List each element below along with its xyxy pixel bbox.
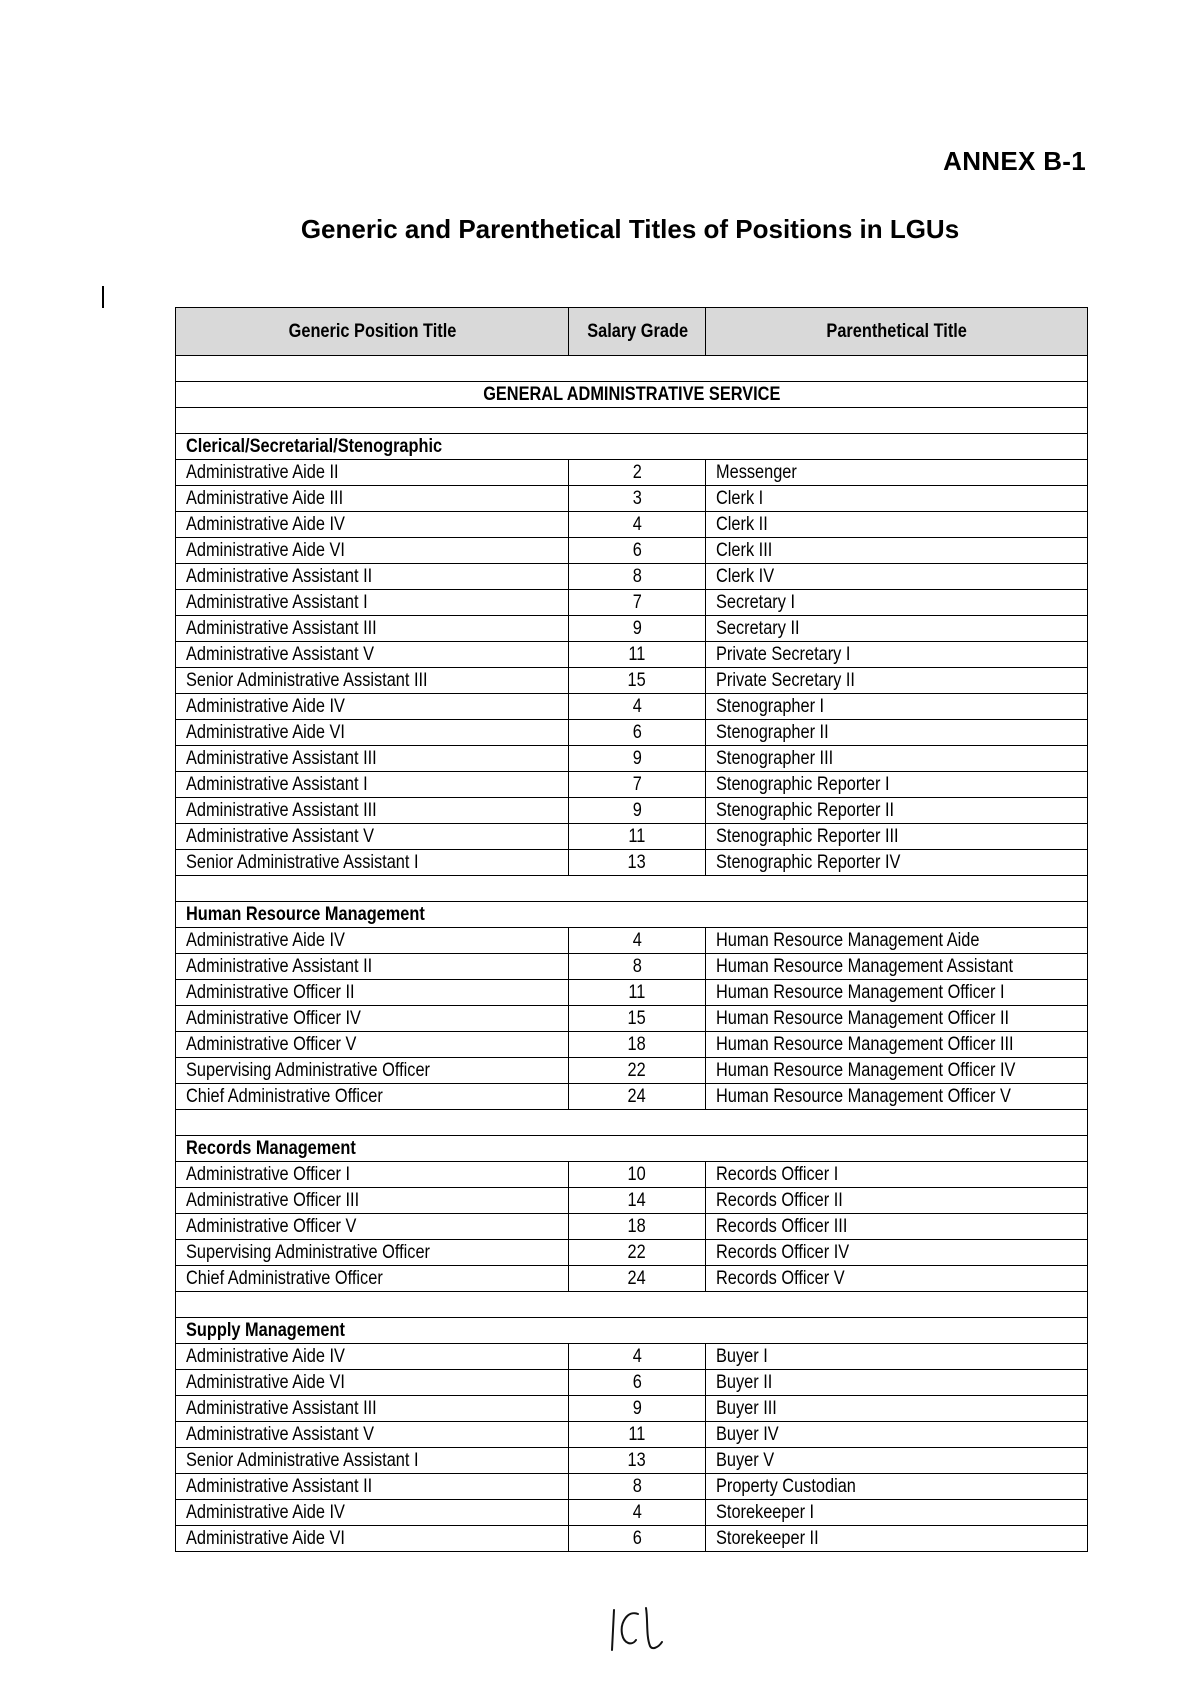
salary-grade: 18 (569, 1032, 706, 1058)
table-row (176, 1240, 1088, 1266)
parenthetical-title: Buyer I (706, 1344, 1088, 1370)
salary-grade: 7 (569, 590, 706, 616)
salary-grade: 8 (569, 1474, 706, 1500)
salary-grade: 13 (569, 1448, 706, 1474)
table-row (176, 1032, 1088, 1058)
parenthetical-title: Buyer IV (706, 1422, 1088, 1448)
signature-initials (606, 1600, 666, 1660)
generic-position-title: Administrative Aide VI (176, 1526, 569, 1552)
table-row (176, 1500, 1088, 1526)
salary-grade: 11 (569, 824, 706, 850)
table-row (176, 1474, 1088, 1500)
generic-position-title: Administrative Assistant III (176, 746, 569, 772)
table-row (176, 1370, 1088, 1396)
blank-cell (176, 876, 1088, 902)
table-row (176, 616, 1088, 642)
table-row (176, 850, 1088, 876)
generic-position-title: Administrative Officer III (176, 1188, 569, 1214)
parenthetical-title: Human Resource Management Assistant (706, 954, 1088, 980)
salary-grade: 6 (569, 720, 706, 746)
parenthetical-title: Human Resource Management Officer III (706, 1032, 1088, 1058)
salary-grade: 4 (569, 1500, 706, 1526)
parenthetical-title: Human Resource Management Aide (706, 928, 1088, 954)
section-row (176, 1136, 1088, 1162)
blank-row (176, 408, 1088, 434)
table-row (176, 824, 1088, 850)
table-body (176, 356, 1088, 1552)
generic-position-title: Administrative Aide VI (176, 538, 569, 564)
salary-grade: 3 (569, 486, 706, 512)
positions-table (175, 307, 1088, 1552)
generic-position-title: Administrative Assistant V (176, 824, 569, 850)
salary-grade: 9 (569, 746, 706, 772)
salary-grade: 11 (569, 980, 706, 1006)
header-salary-grade: Salary Grade (569, 308, 706, 356)
generic-position-title: Administrative Aide IV (176, 694, 569, 720)
table-row (176, 1058, 1088, 1084)
generic-position-title: Administrative Assistant III (176, 1396, 569, 1422)
table-row (176, 798, 1088, 824)
blank-row (176, 1110, 1088, 1136)
parenthetical-title: Human Resource Management Officer V (706, 1084, 1088, 1110)
table-row (176, 1084, 1088, 1110)
parenthetical-title: Clerk I (706, 486, 1088, 512)
salary-grade: 22 (569, 1058, 706, 1084)
salary-grade: 4 (569, 512, 706, 538)
table-row (176, 928, 1088, 954)
section-title: Supply Management (176, 1318, 1088, 1344)
salary-grade: 2 (569, 460, 706, 486)
section-title: Clerical/Secretarial/Stenographic (176, 434, 1088, 460)
parenthetical-title: Messenger (706, 460, 1088, 486)
table-row (176, 720, 1088, 746)
parenthetical-title: Human Resource Management Officer I (706, 980, 1088, 1006)
table-row (176, 1448, 1088, 1474)
parenthetical-title: Stenographic Reporter I (706, 772, 1088, 798)
generic-position-title: Administrative Officer V (176, 1032, 569, 1058)
table-row (176, 642, 1088, 668)
generic-position-title: Administrative Officer I (176, 1162, 569, 1188)
parenthetical-title: Clerk III (706, 538, 1088, 564)
blank-row (176, 876, 1088, 902)
table-row (176, 980, 1088, 1006)
generic-position-title: Administrative Assistant II (176, 954, 569, 980)
salary-grade: 14 (569, 1188, 706, 1214)
generic-position-title: Administrative Officer II (176, 980, 569, 1006)
parenthetical-title: Storekeeper I (706, 1500, 1088, 1526)
parenthetical-title: Records Officer III (706, 1214, 1088, 1240)
salary-grade: 6 (569, 1526, 706, 1552)
section-row (176, 1318, 1088, 1344)
salary-grade: 4 (569, 694, 706, 720)
parenthetical-title: Storekeeper II (706, 1526, 1088, 1552)
generic-position-title: Chief Administrative Officer (176, 1084, 569, 1110)
table-row (176, 1162, 1088, 1188)
salary-grade: 6 (569, 538, 706, 564)
parenthetical-title: Secretary I (706, 590, 1088, 616)
parenthetical-title: Clerk II (706, 512, 1088, 538)
salary-grade: 18 (569, 1214, 706, 1240)
table-row (176, 1344, 1088, 1370)
table-row (176, 538, 1088, 564)
generic-position-title: Administrative Assistant V (176, 642, 569, 668)
section-row (176, 902, 1088, 928)
salary-grade: 4 (569, 928, 706, 954)
salary-grade: 8 (569, 954, 706, 980)
salary-grade: 9 (569, 798, 706, 824)
generic-position-title: Administrative Aide IV (176, 1500, 569, 1526)
parenthetical-title: Records Officer II (706, 1188, 1088, 1214)
table-row (176, 460, 1088, 486)
salary-grade: 11 (569, 1422, 706, 1448)
document-title: Generic and Parenthetical Titles of Positions in LGUs (300, 214, 960, 244)
table-row (176, 694, 1088, 720)
blank-cell (176, 1110, 1088, 1136)
generic-position-title: Administrative Officer V (176, 1214, 569, 1240)
salary-grade: 10 (569, 1162, 706, 1188)
parenthetical-title: Stenographic Reporter II (706, 798, 1088, 824)
header-generic-position-title: Generic Position Title (176, 308, 569, 356)
salary-grade: 24 (569, 1084, 706, 1110)
salary-grade: 15 (569, 1006, 706, 1032)
section-title: Records Management (176, 1136, 1088, 1162)
service-row (176, 382, 1088, 408)
blank-cell (176, 356, 1088, 382)
parenthetical-title: Buyer II (706, 1370, 1088, 1396)
salary-grade: 7 (569, 772, 706, 798)
generic-position-title: Administrative Assistant III (176, 616, 569, 642)
table-row (176, 590, 1088, 616)
generic-position-title: Supervising Administrative Officer (176, 1240, 569, 1266)
parenthetical-title: Private Secretary II (706, 668, 1088, 694)
table-row (176, 1266, 1088, 1292)
generic-position-title: Administrative Aide VI (176, 720, 569, 746)
service-title: GENERAL ADMINISTRATIVE SERVICE (176, 382, 1088, 408)
section-row (176, 434, 1088, 460)
parenthetical-title: Stenographic Reporter III (706, 824, 1088, 850)
parenthetical-title: Records Officer IV (706, 1240, 1088, 1266)
table-row (176, 1006, 1088, 1032)
salary-grade: 9 (569, 1396, 706, 1422)
table-row (176, 1526, 1088, 1552)
table-row (176, 746, 1088, 772)
table-row (176, 486, 1088, 512)
parenthetical-title: Records Officer I (706, 1162, 1088, 1188)
table-row (176, 1188, 1088, 1214)
salary-grade: 6 (569, 1370, 706, 1396)
table-row (176, 772, 1088, 798)
generic-position-title: Administrative Aide IV (176, 512, 569, 538)
blank-cell (176, 1292, 1088, 1318)
salary-grade: 11 (569, 642, 706, 668)
salary-grade: 8 (569, 564, 706, 590)
generic-position-title: Administrative Assistant II (176, 1474, 569, 1500)
cursor-mark (102, 286, 104, 308)
salary-grade: 22 (569, 1240, 706, 1266)
parenthetical-title: Clerk IV (706, 564, 1088, 590)
generic-position-title: Administrative Aide VI (176, 1370, 569, 1396)
parenthetical-title: Stenographer III (706, 746, 1088, 772)
generic-position-title: Senior Administrative Assistant I (176, 1448, 569, 1474)
generic-position-title: Administrative Aide III (176, 486, 569, 512)
parenthetical-title: Private Secretary I (706, 642, 1088, 668)
salary-grade: 24 (569, 1266, 706, 1292)
generic-position-title: Administrative Assistant I (176, 590, 569, 616)
generic-position-title: Administrative Assistant V (176, 1422, 569, 1448)
parenthetical-title: Stenographer I (706, 694, 1088, 720)
table-row (176, 564, 1088, 590)
table-row (176, 954, 1088, 980)
parenthetical-title: Stenographer II (706, 720, 1088, 746)
generic-position-title: Supervising Administrative Officer (176, 1058, 569, 1084)
generic-position-title: Administrative Officer IV (176, 1006, 569, 1032)
salary-grade: 15 (569, 668, 706, 694)
parenthetical-title: Human Resource Management Officer IV (706, 1058, 1088, 1084)
parenthetical-title: Buyer V (706, 1448, 1088, 1474)
generic-position-title: Administrative Aide II (176, 460, 569, 486)
blank-cell (176, 408, 1088, 434)
parenthetical-title: Stenographic Reporter IV (706, 850, 1088, 876)
blank-row (176, 1292, 1088, 1318)
generic-position-title: Administrative Assistant I (176, 772, 569, 798)
parenthetical-title: Buyer III (706, 1396, 1088, 1422)
header-parenthetical-title: Parenthetical Title (706, 308, 1088, 356)
table-row (176, 1422, 1088, 1448)
table-row (176, 668, 1088, 694)
generic-position-title: Senior Administrative Assistant I (176, 850, 569, 876)
table-header-row (176, 308, 1088, 356)
annex-label: ANNEX B-1 (943, 146, 1086, 176)
table-row (176, 1214, 1088, 1240)
parenthetical-title: Records Officer V (706, 1266, 1088, 1292)
parenthetical-title: Human Resource Management Officer II (706, 1006, 1088, 1032)
parenthetical-title: Property Custodian (706, 1474, 1088, 1500)
blank-row (176, 356, 1088, 382)
section-title: Human Resource Management (176, 902, 1088, 928)
generic-position-title: Administrative Aide IV (176, 1344, 569, 1370)
generic-position-title: Administrative Assistant II (176, 564, 569, 590)
table-row (176, 1396, 1088, 1422)
salary-grade: 4 (569, 1344, 706, 1370)
table-row (176, 512, 1088, 538)
generic-position-title: Administrative Assistant III (176, 798, 569, 824)
salary-grade: 13 (569, 850, 706, 876)
generic-position-title: Chief Administrative Officer (176, 1266, 569, 1292)
parenthetical-title: Secretary II (706, 616, 1088, 642)
salary-grade: 9 (569, 616, 706, 642)
generic-position-title: Administrative Aide IV (176, 928, 569, 954)
generic-position-title: Senior Administrative Assistant III (176, 668, 569, 694)
